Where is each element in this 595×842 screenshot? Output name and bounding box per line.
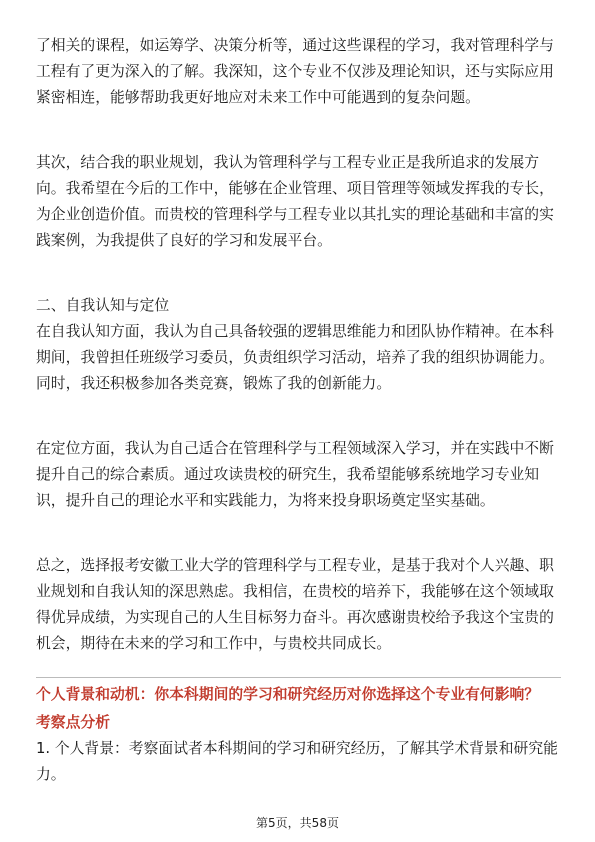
section-divider (36, 677, 561, 678)
analysis-label: 考察点分析 (36, 714, 110, 731)
paragraph-conclusion: 总之，选择报考安徽工业大学的管理科学与工程专业，是基于我对个人兴趣、职业规划和自我认知的深思熟虑。我相信，在贵校的培养下，我能够在这个领域取得优异成绩，为实现自己的人生目标努力奋斗。再次感谢贵校给予我这个宝贵的机会，期待在未来的学习和工作中，与贵校共同成长。 (36, 557, 554, 652)
paragraph-career-plan: 其次，结合我的职业规划，我认为管理科学与工程专业正是我所追求的发展方向。我希望在今后的工作中，能够在企业管理、项目管理等领域发挥我的专长，为企业创造价值。而贵校的管理科学与工程专业以其扎实的理论基础和丰富的实践案例，为我提供了良好的学习和发展平台。 (36, 154, 554, 249)
analysis-point-1: 1. 个人背景：考察面试者本科期间的学习和研究经历，了解其学术背景和研究能力。 (36, 740, 558, 783)
page-number: 第5页，共58页 (256, 816, 339, 830)
question-title: 个人背景和动机：你本科期间的学习和研究经历对你选择这个专业有何影响？ (36, 686, 540, 703)
paragraph-self-awareness: 在自我认知方面，我认为自己具备较强的逻辑思维能力和团队协作精神。在本科期间，我曾担任班级学习委员，负责组织学习活动，培养了我的组织协调能力。同时，我还积极参加各类竞赛，锻炼了我的创新能力。 (36, 323, 554, 392)
paragraph-positioning: 在定位方面，我认为自己适合在管理科学与工程领域深入学习，并在实践中不断提升自己的综合素质。通过攻读贵校的研究生，我希望能够系统地学习专业知识，提升自己的理论水平和实践能力，为将来投身职场奠定坚实基础。 (36, 440, 554, 509)
paragraph-course-study: 了相关的课程，如运筹学、决策分析等，通过这些课程的学习，我对管理科学与工程有了更为深入的了解。我深知，这个专业不仅涉及理论知识，还与实际应用紧密相连，能够帮助我更好地应对未来工作中可能遇到的复杂问题。 (36, 37, 554, 106)
section-title-self-awareness: 二、自我认知与定位 (36, 297, 170, 314)
